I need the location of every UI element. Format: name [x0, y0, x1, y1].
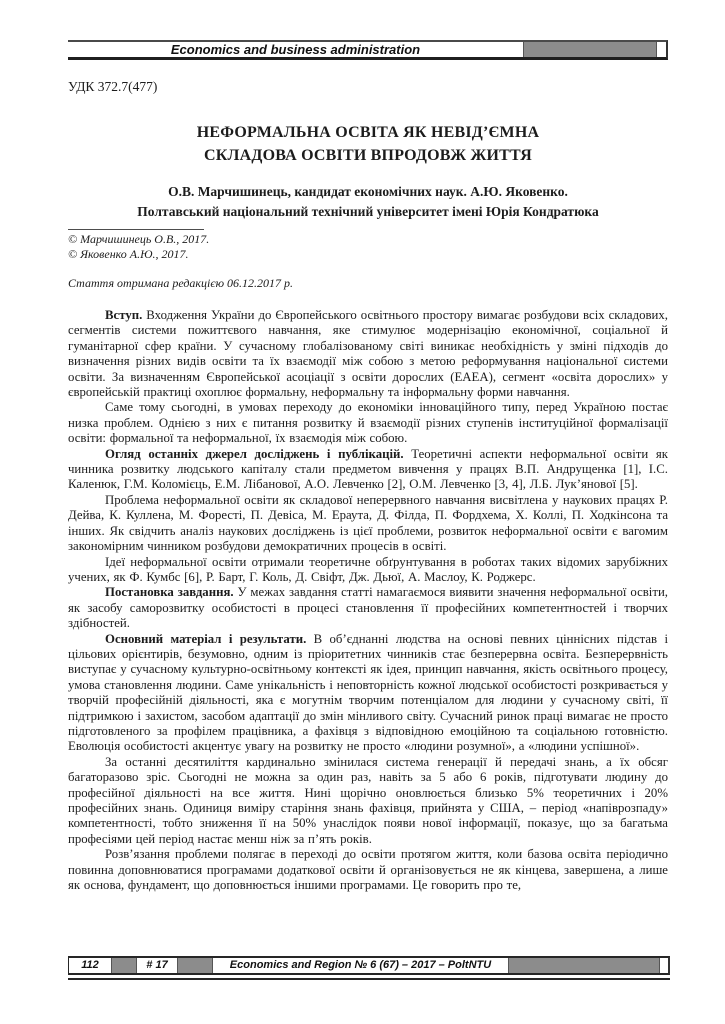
paragraph-text: Саме тому сьогодні, в умовах переходу до економіки інноваційного типу, перед Україною постає низка проблем. Однією з них є питання розвитку й взаємодії різних ступенів інституційної формалізації освіти: формальної та неформальної, їх взаємодія між собою.: [68, 400, 668, 446]
footer-underline: [68, 978, 670, 980]
paragraph: [68, 555, 668, 586]
footer-gray-cell: [177, 958, 213, 973]
paragraph-text: Ідеї неформальної освіти отримали теоретичне обґрунтування в роботах таких відомих зарубіжних учених, як Ф. Кумбс [6], Р. Барт, Г. Коль, Д. Свіфт, Дж. Дьюї, А. Маслоу, К. Роджерс.: [68, 554, 668, 584]
page-footer: [68, 956, 670, 980]
paragraph-text: Проблема неформальної освіти як складової неперервного навчання висвітлена у наукових працях Р. Дейва, К. Куллена, М. Форесті, П. Девіса, М. Ераута, Д. Філда, П. Фордхема, Х. Коллі, П. Ходкінсона та інших. Як свідчить аналіз наукових досліджень із цієї проблеми, розвиток неформальної освіти є вагомим закономірним чинником розбудови демократичних процесів в освіті.: [68, 492, 668, 554]
paragraph-lead: Вступ.: [105, 308, 143, 322]
paragraph-sources-review: [68, 447, 668, 493]
paragraph-text: Теоретичні аспекти неформальної освіти як чинника розвитку людського капіталу стали предметом вивчення у працях В.П. Андрущенка [1], І.С. Каленюк, Г.М. Коломієць, Е.М. Лібанової, А.О. Левченко [2], О.М. Левченко [3, 4], Л.Б. Лук’янової [5].: [68, 446, 668, 492]
footer-band: [68, 956, 670, 975]
footer-gray-cell: [508, 958, 660, 973]
paragraph-text: Розв’язання проблеми полягає в переході до освіти протягом життя, коли базова освіта періодично повинна доповнюватися програмами додаткової освіти й організовується не як кінцева, завершена, а лише як основа, фундамент, що доповнюється іншими програмами. Це говорить про те,: [68, 847, 668, 893]
footer-page-number: 112: [69, 958, 111, 973]
paragraph: [68, 847, 668, 893]
article-title: [68, 121, 668, 167]
journal-section-title: Economics and business administration: [170, 42, 421, 57]
paragraph: [68, 493, 668, 555]
paragraph-main-material: [68, 632, 668, 755]
paragraph-text: Входження України до Європейського освітнього простору вимагає розбудови всіх складових, сегментів системи пожиттєвого навчання, яке стимулює модернізацію економічної, соціальної й гуманітарної сфер країни. У сучасному глобалізованому світі виникає необхідність у зміні підходів до визначення різних видів освіти та їх взаємодії між собою з метою реформування національної системи освіти. За визначенням Європейської асоціації з освіти дорослих (ЕАЕА), сегмент «освіта дорослих» у європейській практиці охоплює формальну, неформальну та інформальну форми навчання.: [68, 308, 668, 400]
paragraph-text: За останні десятиліття кардинально змінилася система генерації й передачі знань, а їх обсяг багаторазово зріс. Сьогодні не можна за один раз, навіть за 5 або 6 років, підготувати людину до професійної діяльності на все життя. Нині щорічно оновлюється близько 5% теоретичних і 20% професійних знань. Одиниця виміру старіння знань фахівця, прийнята у США, – період «напіврозпаду» компетентності, тобто зниження її на 50% унаслідок появи нової інформації, показує, що за багатьма професіями цей період настає менш ніж за п’ять років.: [68, 754, 668, 846]
page-content: [68, 0, 668, 893]
paragraph-intro: [68, 308, 668, 400]
header-tail-cell: [657, 42, 666, 57]
copyright-line-2: © Яковенко А.Ю., 2017.: [68, 247, 189, 261]
udc-code: УДК 372.7(477): [68, 79, 158, 94]
footer-issue-number: # 17: [137, 958, 177, 973]
article-affiliation: Полтавський національний технічний університет імені Юрія Кондратюка: [137, 204, 599, 219]
paragraph-lead: Постановка завдання.: [105, 585, 234, 600]
paragraph: [68, 755, 668, 847]
journal-header-band: [68, 40, 668, 60]
copyright-line-1: © Марчишинець О.В., 2017.: [68, 232, 210, 246]
article-body: [68, 308, 668, 893]
copyright-rule: [68, 229, 204, 230]
article-title-line1: НЕФОРМАЛЬНА ОСВІТА ЯК НЕВІД’ЄМНА: [196, 124, 540, 141]
copyright-block: [68, 232, 668, 262]
header-gray-cell: [523, 42, 657, 57]
article-authors-block: [68, 182, 668, 222]
paragraph-text: В об’єднанні людства на основі певних ціннісних підстав і цільових орієнтирів, безумовно, одним із пріоритетних чинників стає безперервна освіта. Безперервність виступає у сучасному культурно-освітньому контексті як ідея, принцип навчання, якість освітнього процесу, умова становлення людини. Саме унікальність і неповторність кожної людської особистості розкривається у творчій професійній діяльності, яка є могутнім творчим потенціалом для людини у сучасному світі, її підтримкою і захистом, засобом адаптації до змін мінливого світу. Сучасний ринок праці вимагає не просто підготовленого за профілем працівника, а фахівця з відповідною емоційною та соціальною готовністю. Еволюція особистості акцентує увагу на розвитку не просто «людини розумної», а «людини успішної».: [68, 631, 668, 754]
article-authors: О.В. Марчишинець, кандидат економічних наук. А.Ю. Яковенко.: [168, 184, 568, 199]
paragraph-lead: Основний матеріал і результати.: [105, 631, 307, 646]
paragraph: [68, 400, 668, 446]
paragraph-task-statement: [68, 585, 668, 631]
footer-journal-title: Economics and Region № 6 (67) – 2017 – PoltNTU: [213, 958, 508, 973]
footer-gray-cell: [111, 958, 137, 973]
received-note: Стаття отримана редакцією 06.12.2017 р.: [68, 276, 294, 290]
paragraph-text: У межах завдання статті намагаємося виявити значення неформальної освіти, як засобу саморозвитку особистості в процесі становлення її професійних компетентностей і творчих здібностей.: [68, 585, 668, 631]
paragraph-lead: Огляд останніх джерел досліджень і публікацій.: [105, 446, 404, 461]
article-title-line2: СКЛАДОВА ОСВІТИ ВПРОДОВЖ ЖИТТЯ: [203, 147, 533, 164]
